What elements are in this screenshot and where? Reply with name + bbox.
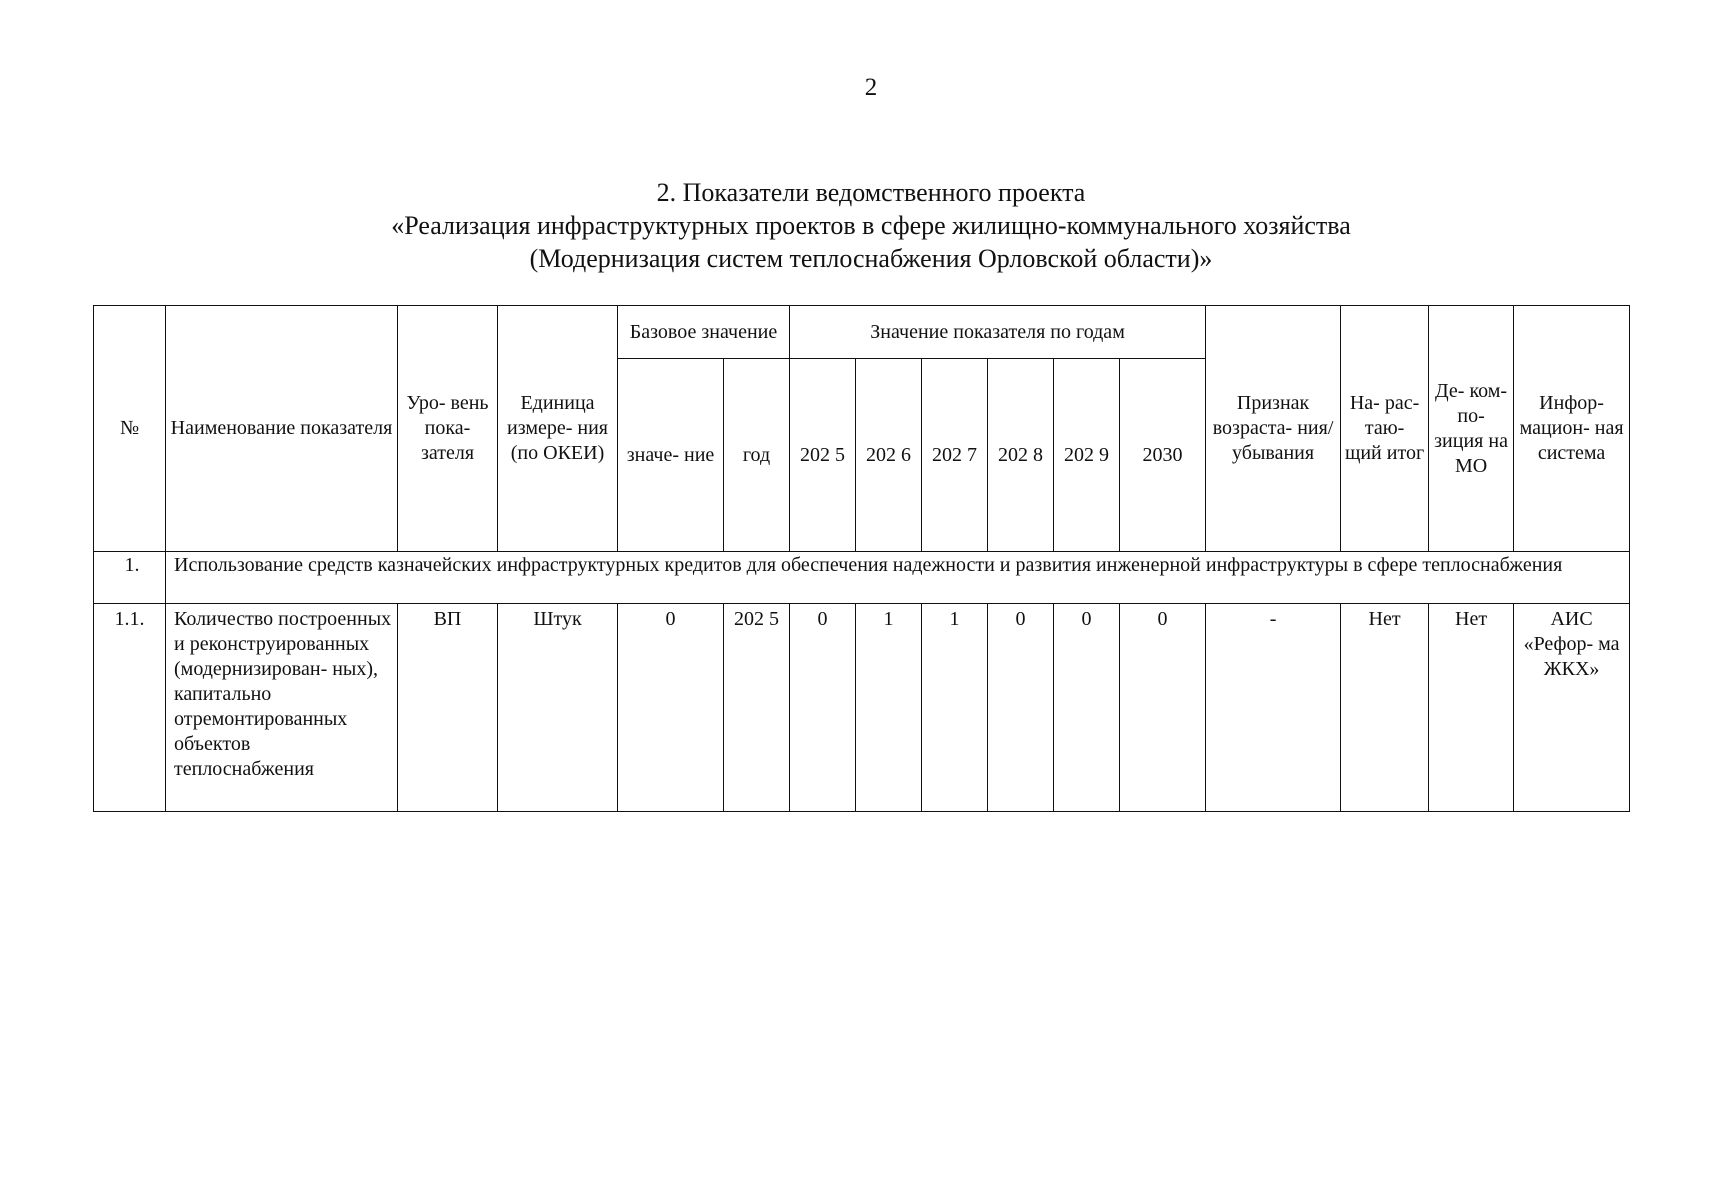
header-row-1 [94, 306, 1630, 359]
header-year: 202 6 [856, 359, 922, 552]
header-base-year: год [724, 359, 790, 552]
row-year-value: 1 [922, 604, 988, 812]
header-info-system: Инфор- мацион- ная система [1514, 306, 1630, 552]
document-title [0, 176, 1716, 275]
row-year-value: 1 [856, 604, 922, 812]
title-line-2: «Реализация инфраструктурных проектов в сфере жилищно-коммунального хозяйства [391, 211, 1351, 240]
header-unit: Единица измере- ния (по ОКЕИ) [498, 306, 618, 552]
title-line-1: 2. Показатели ведомственного проекта [656, 178, 1086, 207]
header-year: 2030 [1120, 359, 1206, 552]
title-line-3: (Модернизация систем теплоснабжения Орловской области)» [529, 244, 1213, 273]
header-name: Наименование показателя [166, 306, 398, 552]
row-info-system: АИС «Рефор- ма ЖКХ» [1514, 604, 1630, 812]
header-years-group: Значение показателя по годам [790, 306, 1206, 359]
header-year: 202 8 [988, 359, 1054, 552]
header-decomposition: Де- ком- по- зиция на МО [1429, 306, 1514, 552]
page-number: 2 [864, 74, 878, 101]
row-cumulative: Нет [1341, 604, 1429, 812]
row-year-value: 0 [1054, 604, 1120, 812]
section-title: Использование средств казначейских инфраструктурных кредитов для обеспечения надежности и развития инженерной инфраструктуры в сфере теплоснабжения [166, 552, 1630, 604]
header-base-value: значе- ние [618, 359, 724, 552]
row-base-value: 0 [618, 604, 724, 812]
row-unit: Штук [498, 604, 618, 812]
header-base-group: Базовое значение [618, 306, 790, 359]
header-year: 202 7 [922, 359, 988, 552]
section-num: 1. [94, 552, 166, 604]
header-year: 202 5 [790, 359, 856, 552]
header-year: 202 9 [1054, 359, 1120, 552]
row-level: ВП [398, 604, 498, 812]
row-year-value: 0 [1120, 604, 1206, 812]
row-trend: - [1206, 604, 1341, 812]
row-indicator-name: Количество построенных и реконструированных (модернизирован- ных), капитально отремонтированных объектов теплоснабжения [166, 604, 398, 812]
header-level: Уро- вень пока- зателя [398, 306, 498, 552]
row-num: 1.1. [94, 604, 166, 812]
indicators-table [93, 305, 1630, 812]
row-base-year: 202 5 [724, 604, 790, 812]
row-decomposition: Нет [1429, 604, 1514, 812]
header-cumulative: На- рас- таю- щий итог [1341, 306, 1429, 552]
row-year-value: 0 [988, 604, 1054, 812]
header-num: № [94, 306, 166, 552]
header-trend: Признак возраста- ния/ убывания [1206, 306, 1341, 552]
row-year-value: 0 [790, 604, 856, 812]
section-row [94, 552, 1630, 604]
table-row [94, 604, 1630, 812]
